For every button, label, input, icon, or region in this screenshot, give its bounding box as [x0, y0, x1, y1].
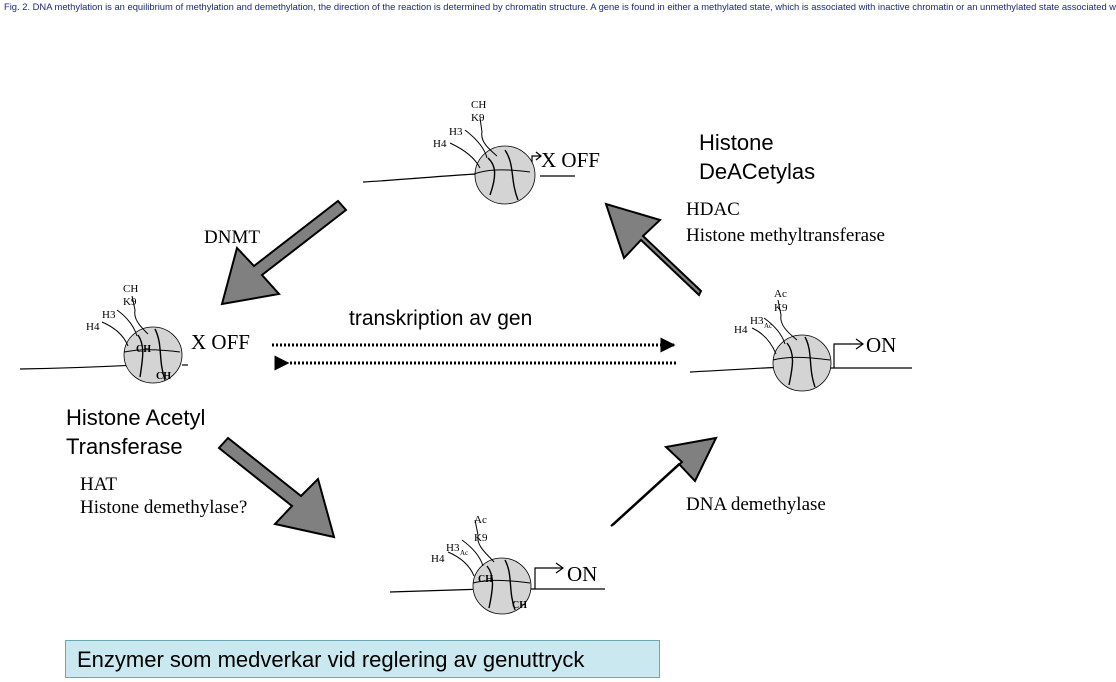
arrow-dnmt	[222, 201, 346, 304]
transcription-label: transkription av gen	[349, 307, 533, 330]
figure-caption: Fig. 2. DNA methylation is an equilibrium of methylation and demethylation, the direction of the reaction is determined by chromatin structure. A gene is found in either a methylated state, which is associated with inactive chromatin or an unmethylated state associated w	[4, 1, 1116, 12]
bottom-dna-ch-label: CH	[478, 574, 493, 585]
left-h3-label: H3	[102, 309, 116, 321]
nucleosome-top	[363, 99, 600, 204]
dna-demethylase-label: DNA demethylase	[686, 494, 826, 515]
left-dna-ch-label: CH	[156, 371, 171, 382]
top-ch-label: CH	[471, 99, 487, 111]
left-state-label: X OFF	[191, 330, 250, 354]
hat-note-line1: Histone Acetyl	[66, 405, 206, 430]
hdac-note-line1: Histone	[699, 130, 774, 155]
right-k9-label: K9	[774, 302, 788, 314]
bottom-dna-ch-label: CH	[512, 600, 527, 611]
bottom-h3-label: H3	[446, 542, 460, 554]
right-ac-small-label: Ac	[764, 322, 773, 330]
nucleosome-bottom	[390, 514, 605, 614]
left-h4-label: H4	[86, 321, 100, 333]
hdac-label: HDAC	[686, 199, 740, 220]
footer-text: Enzymer som medverkar vid reglering av genuttryck	[77, 647, 585, 672]
left-ch-label: CH	[123, 283, 139, 295]
bottom-ac-label: Ac	[474, 514, 487, 526]
hat-label: HAT	[80, 474, 117, 495]
right-state-label: ON	[866, 333, 897, 357]
top-state-label: X OFF	[541, 148, 600, 172]
footer-banner	[65, 640, 660, 678]
right-h3-label: H3	[750, 315, 764, 327]
left-k9-label: K9	[123, 296, 137, 308]
top-k9-label: K9	[471, 112, 485, 124]
bottom-ac-small-label: Ac	[460, 549, 469, 557]
nucleosome-left	[20, 283, 250, 383]
hat-note-line2: Transferase	[66, 434, 183, 459]
nucleosome-right	[690, 288, 912, 391]
top-h4-label: H4	[433, 138, 447, 150]
left-dna-ch-label: CH	[136, 344, 151, 355]
bottom-state-label: ON	[567, 562, 598, 586]
dnmt-label: DNMT	[204, 227, 260, 248]
top-h3-label: H3	[449, 126, 463, 138]
hdac-note-line2: DeACetylas	[699, 159, 816, 184]
histone-demethylase-label: Histone demethylase?	[80, 497, 248, 518]
right-ac-label: Ac	[774, 288, 787, 300]
bottom-h4-label: H4	[431, 553, 445, 565]
arrow-hat	[219, 438, 334, 537]
bottom-k9-label: K9	[474, 532, 488, 544]
right-h4-label: H4	[734, 324, 748, 336]
histone-methyltransferase-label: Histone methyltransferase	[686, 225, 885, 246]
